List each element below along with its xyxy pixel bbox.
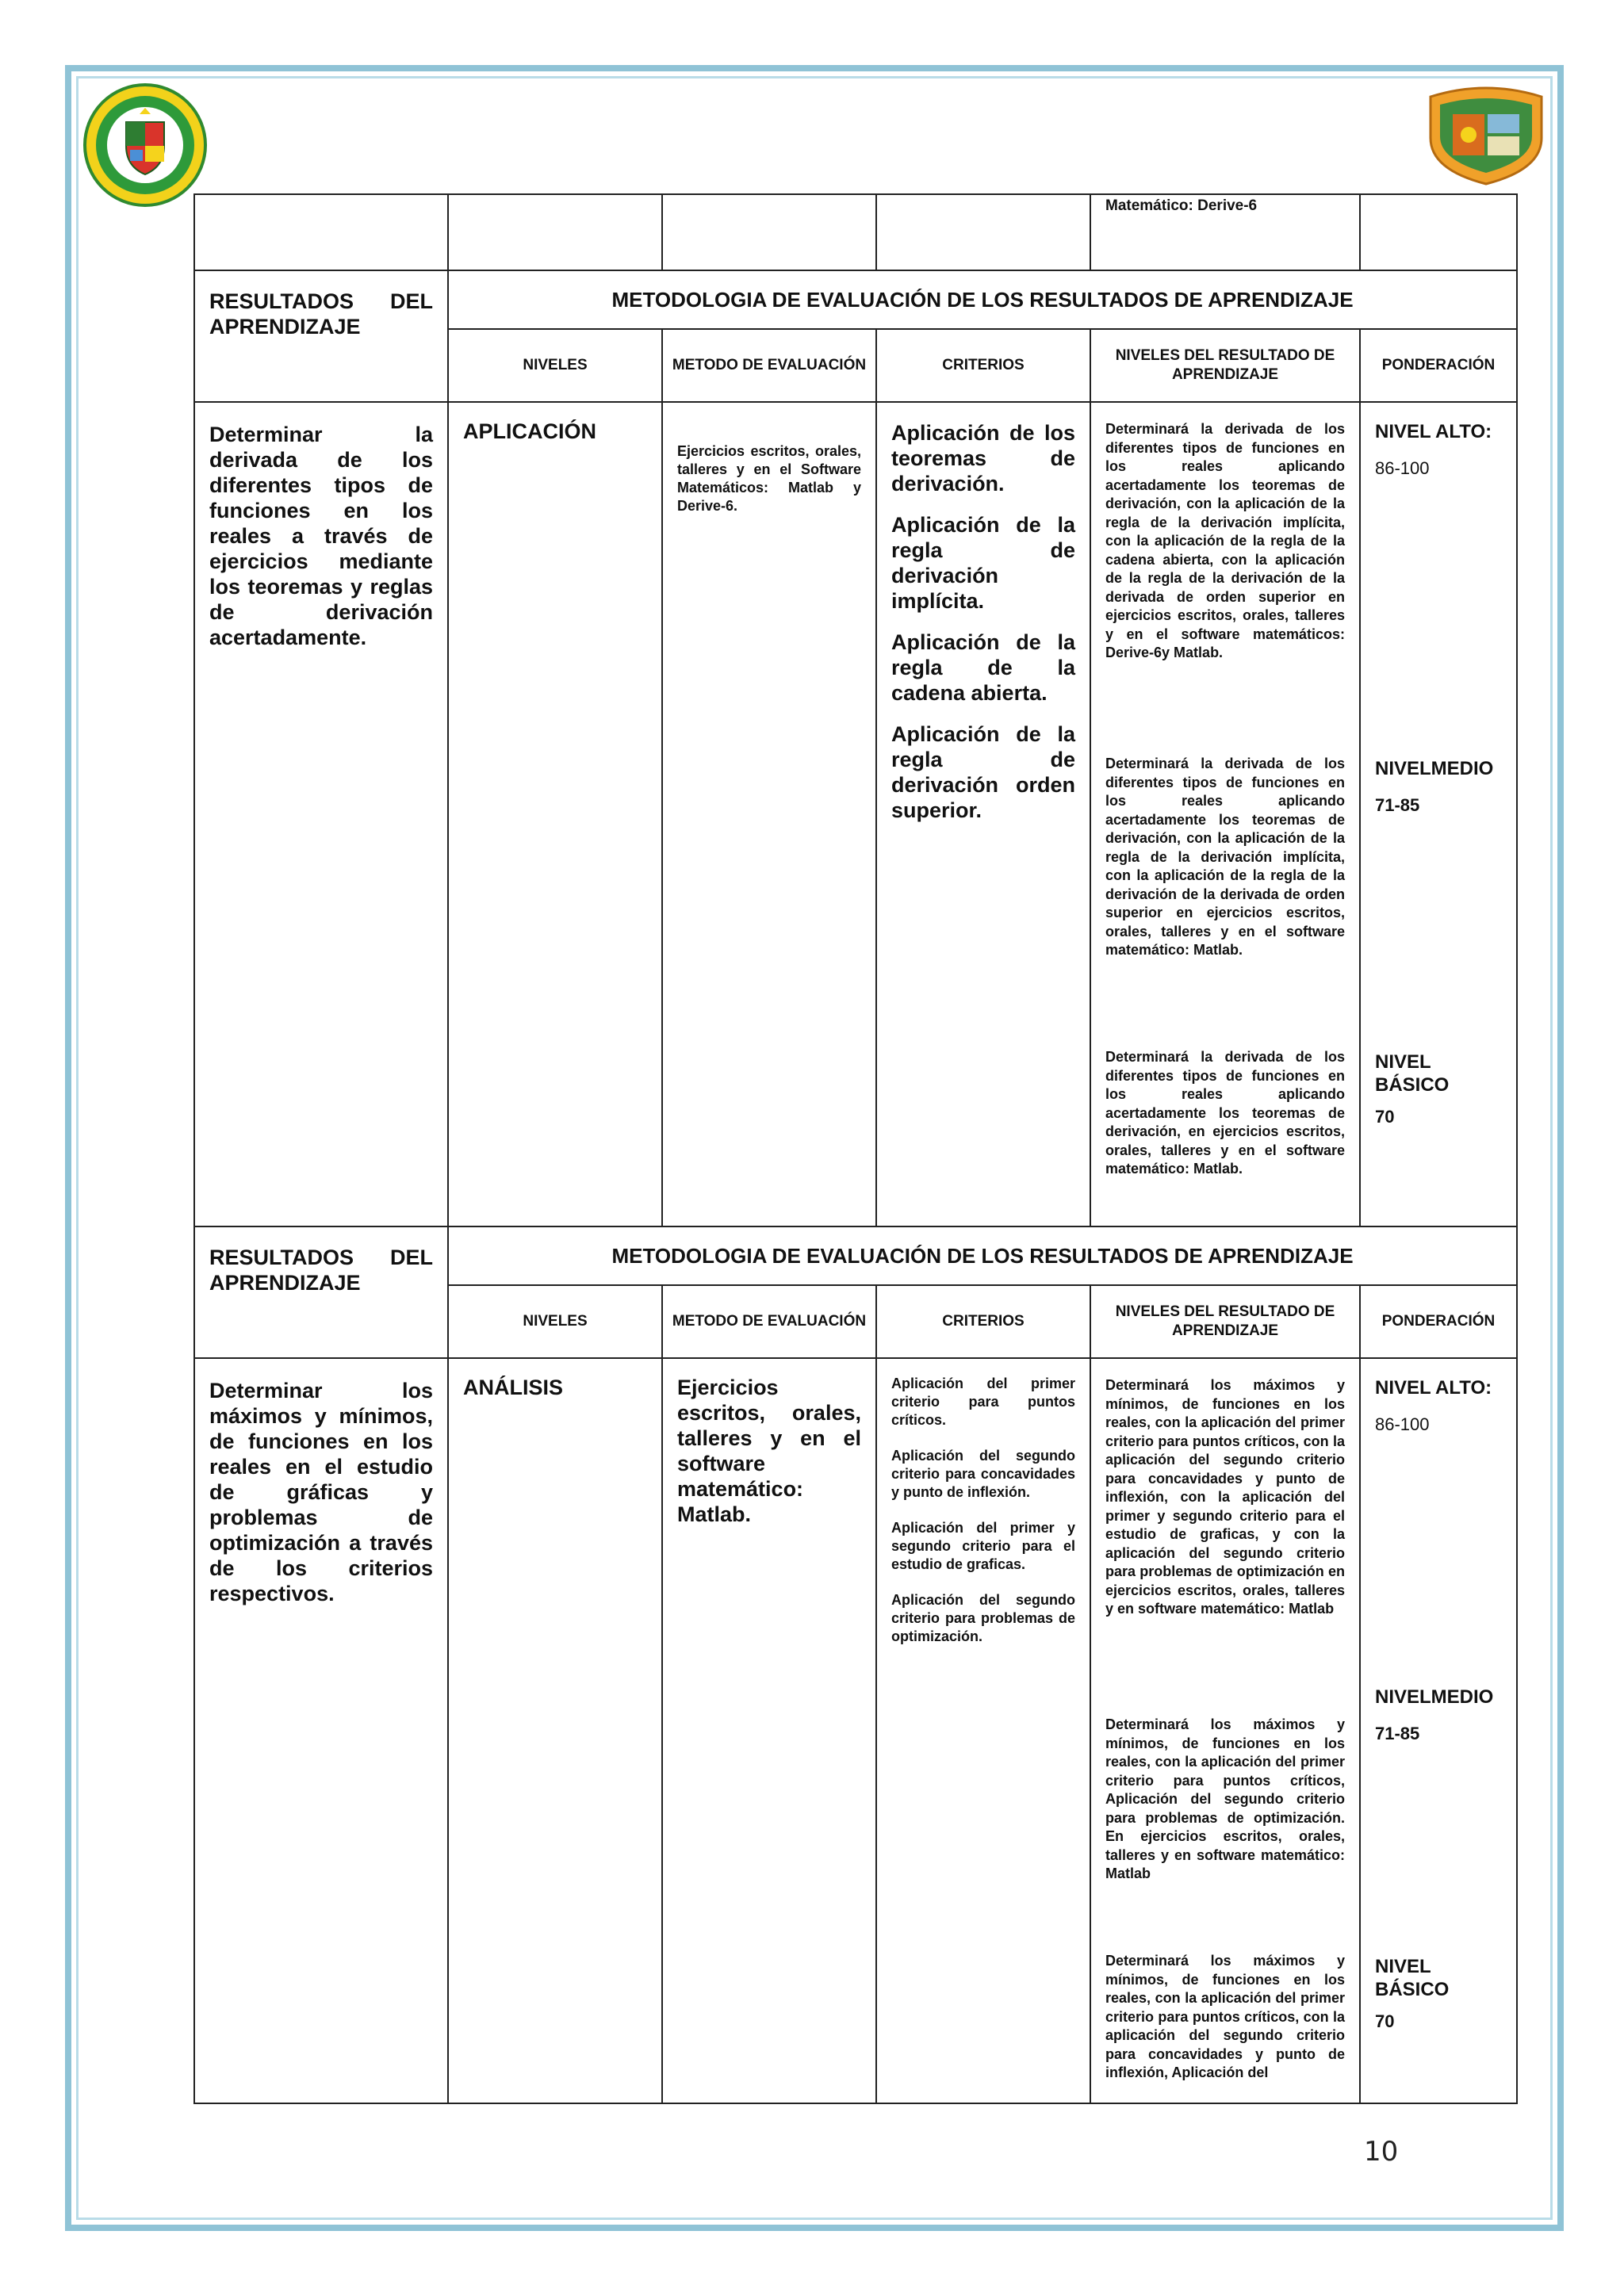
criterion-2-3: Aplicación del primer y segundo criterio para el estudio de graficas. [891, 1520, 1075, 1572]
cont-cell-6 [1360, 194, 1517, 270]
content-row-2 [194, 1358, 1517, 2103]
outcome-2-high: Determinará los máximos y mínimos, de funciones en los reales, con la aplicación del primer criterio para puntos críticos, con la aplicación del segundo criterio para concavidades y punto de inflexión, con la aplicación del primer y segundo criterio para el estudio de graficas, y con la aplicación del segundo criterio para problemas de optimización en ejercicios escritos, orales, talleres y en software matemático: Matlab [1105, 1377, 1345, 1617]
criteria-cell-2 [876, 1358, 1090, 2103]
content-row-1 [194, 402, 1517, 1226]
cont-cell-1 [194, 194, 448, 270]
col-niveles-resultado-2: NIVELES DEL RESULTADO DE APRENDIZAJE [1090, 1285, 1360, 1358]
cont-cell-5: Matemático: Derive-6 [1090, 194, 1360, 270]
outcome-1-basic: Determinará la derivada de los diferentes tipos de funciones en los reales aplicando acertadamente los teoremas de derivación, en ejercicios escritos, orales, talleres y en el software matemático: Matlab. [1105, 1049, 1345, 1177]
outcome-1-high: Determinará la derivada de los diferentes tipos de funciones en los reales aplicando acertadamente los teoremas de derivación, con la aplicación de la regla de la derivación implícita, con la aplicación de la regla de la cadena abierta, con la aplicación de la regla de la derivación de la derivada de orden superior en ejercicios escritos, orales, talleres y en el software matemáticos: Derive-6y Matlab. [1105, 421, 1345, 660]
outcomes-cell-1 [1090, 402, 1360, 1226]
page-number: 10 [1364, 2136, 1399, 2168]
university-seal-logo [82, 82, 208, 208]
col-metodo-1: METODO DE EVALUACIÓN [662, 329, 876, 402]
cont-cell-2 [448, 194, 662, 270]
weight-1-basic-value: 70 [1375, 1107, 1395, 1127]
cont-cell-3 [662, 194, 876, 270]
col-ponderacion-1: PONDERACIÓN [1360, 329, 1517, 402]
header-row-1 [194, 270, 1517, 329]
criterion-1-4: Aplicación de la regla de derivación orden superior. [891, 722, 1075, 822]
weight-2-basic-value: 70 [1375, 2011, 1395, 2031]
header-row-2 [194, 1226, 1517, 1285]
outcome-1-mid: Determinará la derivada de los diferentes tipos de funciones en los reales aplicando acertadamente los teoremas de derivación, con la aplicación de la regla de la derivación implícita, con la aplicación de la regla de la derivación de la derivada de orden superior en ejercicios escritos, orales, talleres y en el software matemático: Matlab. [1105, 756, 1345, 958]
col-criterios-1: CRITERIOS [876, 329, 1090, 402]
learning-result-2: Determinar los máximos y mínimos, de funciones en los reales en el estudio de gráficas y problemas de optimización a través de los criterios respectivos. [194, 1358, 448, 2103]
weight-1-high-value: 86-100 [1375, 458, 1430, 478]
weights-cell-1 [1360, 402, 1517, 1226]
weights-cell-2 [1360, 1358, 1517, 2103]
outcomes-cell-2 [1090, 1358, 1360, 2103]
level-1: APLICACIÓN [448, 402, 662, 1226]
outcome-2-basic: Determinará los máximos y mínimos, de funciones en los reales, con la aplicación del primer criterio para puntos críticos, con la aplicación del segundo criterio para concavidades y punto de inflexión, Aplicación del [1105, 1953, 1345, 2080]
method-cell-1 [662, 402, 876, 1226]
weight-2-basic-label: NIVEL BÁSICO [1375, 1956, 1450, 2000]
weight-2-high-label: NIVEL ALTO: [1375, 1377, 1492, 1399]
results-header-2: RESULTADOS DEL APRENDIZAJE [194, 1226, 448, 1358]
criterion-1-1: Aplicación de los teoremas de derivación. [891, 421, 1075, 496]
weight-2-mid-label: NIVELMEDIO [1375, 1686, 1494, 1708]
weight-1-high-label: NIVEL ALTO: [1375, 421, 1492, 442]
method-2: Ejercicios escritos, orales, talleres y en el software matemático: Matlab. [677, 1376, 861, 1526]
cont-cell-4 [876, 194, 1090, 270]
weight-2-mid-value: 71-85 [1375, 1724, 1420, 1743]
methodology-header-2: METODOLOGIA DE EVALUACIÓN DE LOS RESULTADOS DE APRENDIZAJE [448, 1226, 1517, 1285]
criterion-2-2: Aplicación del segundo criterio para concavidades y punto de inflexión. [891, 1448, 1075, 1500]
col-metodo-2: METODO DE EVALUACIÓN [662, 1285, 876, 1358]
col-niveles-2: NIVELES [448, 1285, 662, 1358]
col-criterios-2: CRITERIOS [876, 1285, 1090, 1358]
method-1: Ejercicios escritos, orales, talleres y en el Software Matemáticos: Matlab y Derive-6. [677, 443, 861, 514]
methodology-header-1: METODOLOGIA DE EVALUACIÓN DE LOS RESULTADOS DE APRENDIZAJE [448, 270, 1517, 329]
level-2: ANÁLISIS [448, 1358, 662, 2103]
learning-result-1: Determinar la derivada de los diferentes tipos de funciones en los reales a través de ejercicios mediante los teoremas y reglas de derivación acertadamente. [194, 402, 448, 1226]
col-niveles-resultado-1: NIVELES DEL RESULTADO DE APRENDIZAJE [1090, 329, 1360, 402]
criterion-1-3: Aplicación de la regla de la cadena abierta. [891, 630, 1075, 705]
evaluation-table [193, 193, 1518, 2104]
col-ponderacion-2: PONDERACIÓN [1360, 1285, 1517, 1358]
criteria-cell-1 [876, 402, 1090, 1226]
method-cell-2 [662, 1358, 876, 2103]
faculty-shield-logo [1426, 82, 1546, 186]
criterion-1-2: Aplicación de la regla de derivación implícita. [891, 513, 1075, 613]
continuation-row [194, 194, 1517, 270]
col-niveles-1: NIVELES [448, 329, 662, 402]
weight-1-basic-label: NIVEL BÁSICO [1375, 1051, 1450, 1096]
weight-1-mid-label: NIVELMEDIO [1375, 758, 1494, 779]
weight-2-high-value: 86-100 [1375, 1414, 1430, 1434]
criterion-2-1: Aplicación del primer criterio para puntos críticos. [891, 1376, 1075, 1428]
results-header-1: RESULTADOS DEL APRENDIZAJE [194, 270, 448, 402]
weight-1-mid-value: 71-85 [1375, 795, 1420, 815]
criterion-2-4: Aplicación del segundo criterio para problemas de optimización. [891, 1592, 1075, 1644]
outcome-2-mid: Determinará los máximos y mínimos, de funciones en los reales, con la aplicación del primer criterio para puntos críticos, Aplicación del segundo criterio para problemas de optimización. En ejercicios escritos, orales, talleres y en software matemático: Matlab [1105, 1716, 1345, 1881]
